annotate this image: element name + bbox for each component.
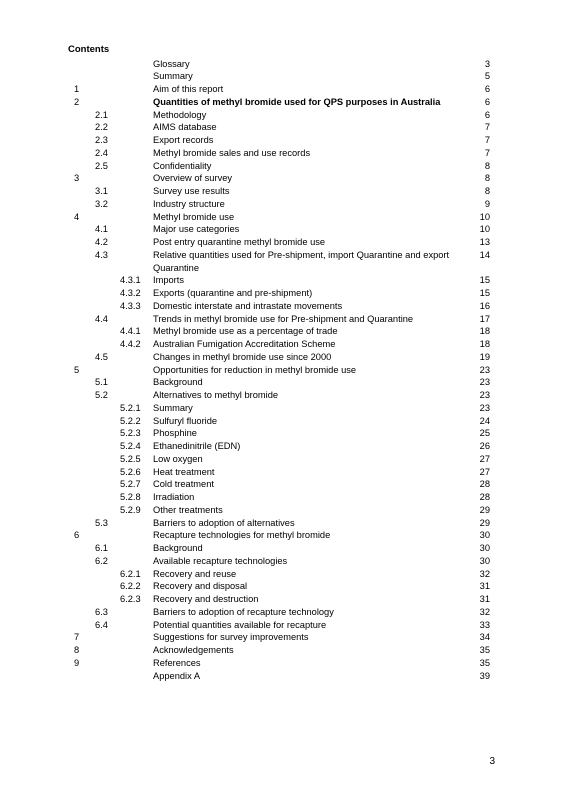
toc-entry-number: 4.2 <box>95 237 108 247</box>
toc-entry-title: Opportunities for reduction in methyl bromide use <box>153 364 357 375</box>
toc-entry-page: 13 <box>479 237 490 247</box>
toc-entry-number: 3.1 <box>95 186 108 196</box>
toc-entry[interactable] <box>0 427 566 440</box>
toc-entry-number: 4 <box>74 211 80 222</box>
page-number: 3 <box>489 756 495 767</box>
toc-entry-number: 8 <box>74 645 80 655</box>
toc-entry-page: 15 <box>479 288 490 298</box>
toc-entry-title: Barriers to adoption of alternatives <box>153 517 295 528</box>
toc-entry-page: 39 <box>479 670 490 681</box>
toc-entry-page: 18 <box>479 339 490 349</box>
toc-entry-number: 6.2.1 <box>120 568 141 579</box>
toc-entry[interactable] <box>0 619 566 632</box>
toc-entry-page: 35 <box>479 645 490 655</box>
toc-entry-title: Potential quantities available for recapture <box>153 619 327 630</box>
toc-entry[interactable] <box>0 58 566 71</box>
toc-entry-number: 6.2.3 <box>120 594 141 604</box>
toc-entry-number: 2.1 <box>95 109 108 120</box>
toc-entry[interactable] <box>0 147 566 160</box>
toc-entry-page: 10 <box>479 211 490 222</box>
toc-entry-page: 26 <box>479 441 490 451</box>
toc-entry-number: 4.1 <box>95 224 108 235</box>
toc-entry-page: 31 <box>479 581 490 592</box>
toc-entry-title: Background <box>153 543 203 553</box>
toc-entry-page: 7 <box>484 147 490 158</box>
toc-entry-number: 4.3.3 <box>120 300 141 311</box>
toc-entry[interactable] <box>0 211 566 224</box>
toc-entry-page: 23 <box>479 364 490 375</box>
toc-entry[interactable] <box>0 670 566 683</box>
toc-entry[interactable] <box>0 440 566 453</box>
toc-entry-title: Changes in methyl bromide use since 2000 <box>153 351 332 362</box>
toc-entry-title: Barriers to adoption of recapture technology <box>153 606 334 617</box>
toc-entry-page: 23 <box>479 377 490 388</box>
toc-entry[interactable] <box>0 338 566 351</box>
toc-entry-number: 2.5 <box>95 160 108 171</box>
toc-entry-number: 5.2.5 <box>120 453 141 464</box>
toc-entry-page: 8 <box>484 173 490 184</box>
toc-entry-title: Background <box>153 377 203 388</box>
toc-entry-number: 6 <box>74 530 80 541</box>
toc-entry-title: Summary <box>153 71 193 82</box>
toc-entry-title: Trends in methyl bromide use for Pre-shipment and Quarantine <box>153 313 414 324</box>
toc-entry[interactable] <box>0 402 566 415</box>
toc-entry-page: 16 <box>479 300 490 311</box>
toc-entry[interactable] <box>0 389 566 402</box>
toc-entry[interactable] <box>0 517 566 530</box>
toc-entry-number: 4.3.1 <box>120 275 141 286</box>
toc-entry[interactable] <box>0 96 566 109</box>
toc-entry[interactable] <box>0 631 566 644</box>
toc-entry-number: 5.2.1 <box>120 402 141 413</box>
toc-entry-page: 19 <box>479 351 490 362</box>
toc-entry-page: 33 <box>479 619 490 630</box>
toc-entry-page: 27 <box>479 466 490 477</box>
toc-entry-number: 4.5 <box>95 351 108 362</box>
toc-entry-title: Overview of survey <box>153 173 233 184</box>
toc-entry-page: 30 <box>479 543 490 553</box>
toc-entry-number: 3 <box>74 173 80 184</box>
toc-entry-page: 27 <box>479 453 490 464</box>
toc-entry-number: 5.3 <box>95 517 108 528</box>
toc-entry-number: 7 <box>74 632 80 643</box>
toc-entry-number: 4.3.2 <box>120 288 141 298</box>
toc-entry-page: 29 <box>479 504 490 515</box>
toc-entry-title: AIMS database <box>153 122 217 133</box>
toc-entry-page: 6 <box>484 84 490 94</box>
toc-entry-number: 2 <box>74 96 80 107</box>
toc-entry[interactable] <box>0 555 566 568</box>
toc-entry[interactable] <box>0 313 566 326</box>
toc-entry-page: 23 <box>479 402 490 413</box>
toc-entry[interactable] <box>0 160 566 173</box>
toc-entry-title: Australian Fumigation Accreditation Scheme <box>153 339 336 349</box>
toc-entry-title: Sulfuryl fluoride <box>153 415 218 426</box>
toc-entry-title: Acknowledgements <box>153 645 234 655</box>
toc-entry-title: Appendix A <box>153 670 201 681</box>
toc-entry-title: Recapture technologies for methyl bromide <box>153 530 331 541</box>
toc-entry-title: Recovery and disposal <box>153 581 248 592</box>
table-of-contents <box>0 58 566 683</box>
toc-entry-page: 32 <box>479 568 490 579</box>
toc-entry-page: 28 <box>479 492 490 502</box>
toc-entry-title: Post entry quarantine methyl bromide use <box>153 237 326 247</box>
toc-entry[interactable] <box>0 287 566 300</box>
toc-entry-title: Low oxygen <box>153 453 203 464</box>
toc-entry-title: Glossary <box>153 58 190 69</box>
toc-entry-title: Domestic interstate and intrastate movements <box>153 300 343 311</box>
toc-entry-title: Ethanedinitrile (EDN) <box>153 441 241 451</box>
toc-entry[interactable] <box>0 325 566 338</box>
toc-entry-number: 5.2.6 <box>120 466 141 477</box>
toc-entry-page: 8 <box>484 160 490 171</box>
toc-entry[interactable] <box>0 478 566 491</box>
toc-entry[interactable] <box>0 185 566 198</box>
toc-entry-number: 5.2.2 <box>120 415 141 426</box>
toc-entry[interactable] <box>0 657 566 670</box>
toc-entry[interactable] <box>0 364 566 377</box>
toc-entry-page: 9 <box>484 198 490 209</box>
toc-entry-number: 4.4.2 <box>120 339 141 349</box>
toc-entry-title: Methyl bromide sales and use records <box>153 147 311 158</box>
toc-entry-title: Industry structure <box>153 198 225 209</box>
toc-entry-number: 6.3 <box>95 606 108 617</box>
toc-entry[interactable] <box>0 121 566 134</box>
toc-entry[interactable] <box>0 453 566 466</box>
toc-entry-page: 3 <box>484 58 490 69</box>
toc-entry-page: 5 <box>484 71 490 82</box>
toc-entry-title: Relative quantities used for Pre-shipment, import Quarantine and export Quarantine <box>153 249 450 273</box>
toc-entry[interactable] <box>0 172 566 185</box>
toc-entry-page: 6 <box>484 96 490 107</box>
toc-entry-number: 4.3 <box>95 249 108 260</box>
toc-entry-title: Phosphine <box>153 428 197 439</box>
toc-entry-number: 5.2.8 <box>120 492 141 502</box>
toc-entry[interactable] <box>0 504 566 517</box>
toc-entry-page: 34 <box>479 632 490 643</box>
toc-entry[interactable] <box>0 415 566 428</box>
toc-entry-number: 6.4 <box>95 619 108 630</box>
toc-entry[interactable] <box>0 593 566 606</box>
toc-entry-title: Irradiation <box>153 492 195 502</box>
toc-entry[interactable] <box>0 376 566 389</box>
toc-entry-page: 24 <box>479 415 490 426</box>
toc-entry[interactable] <box>0 223 566 236</box>
toc-entry-number: 9 <box>74 657 80 668</box>
toc-entry-page: 14 <box>479 249 490 260</box>
toc-entry-page: 30 <box>479 555 490 566</box>
toc-entry-title: References <box>153 657 201 668</box>
toc-entry-page: 6 <box>484 109 490 120</box>
toc-entry-number: 5.2.3 <box>120 428 141 439</box>
toc-entry-number: 5.1 <box>95 377 108 388</box>
toc-entry[interactable] <box>0 606 566 619</box>
toc-entry-number: 2.4 <box>95 147 108 158</box>
toc-entry-title: Methyl bromide use as a percentage of trade <box>153 326 338 337</box>
toc-entry-page: 8 <box>484 186 490 196</box>
toc-entry-number: 2.2 <box>95 122 108 133</box>
toc-entry-number: 4.4.1 <box>120 326 141 337</box>
toc-entry-number: 6.2.2 <box>120 581 141 592</box>
toc-entry[interactable] <box>0 134 566 147</box>
toc-entry-number: 3.2 <box>95 198 108 209</box>
toc-entry[interactable] <box>0 466 566 479</box>
toc-entry-page: 29 <box>479 517 490 528</box>
toc-entry[interactable] <box>0 198 566 211</box>
toc-entry-number: 6.1 <box>95 543 108 553</box>
toc-entry-page: 7 <box>484 122 490 133</box>
toc-entry-page: 18 <box>479 326 490 337</box>
toc-entry-page: 17 <box>479 313 490 324</box>
toc-entry-title: Suggestions for survey improvements <box>153 632 309 643</box>
toc-entry-number: 5.2.7 <box>120 479 141 490</box>
toc-entry[interactable] <box>0 274 566 287</box>
toc-entry[interactable] <box>0 644 566 657</box>
toc-entry-title: Imports <box>153 275 184 286</box>
toc-entry-title: Major use categories <box>153 224 240 235</box>
toc-entry[interactable] <box>0 70 566 83</box>
toc-entry-title: Heat treatment <box>153 466 215 477</box>
toc-entry[interactable] <box>0 109 566 122</box>
toc-entry-page: 30 <box>479 530 490 541</box>
toc-entry[interactable] <box>0 568 566 581</box>
toc-entry-page: 7 <box>484 135 490 145</box>
toc-entry[interactable] <box>0 580 566 593</box>
toc-entry-title: Cold treatment <box>153 479 214 490</box>
toc-entry-number: 4.4 <box>95 313 108 324</box>
toc-entry[interactable] <box>0 542 566 555</box>
toc-entry-title: Export records <box>153 135 214 145</box>
toc-entry-title: Other treatments <box>153 504 223 515</box>
toc-entry[interactable] <box>0 491 566 504</box>
toc-entry-page: 31 <box>479 594 490 604</box>
toc-entry-title: Exports (quarantine and pre-shipment) <box>153 288 313 298</box>
toc-entry-number: 5 <box>74 364 80 375</box>
toc-entry-title: Recovery and destruction <box>153 594 259 604</box>
toc-entry-title: Quantities of methyl bromide used for QPS purposes in Australia <box>153 96 441 107</box>
toc-entry-title: Summary <box>153 402 193 413</box>
toc-entry-title: Confidentiality <box>153 160 212 171</box>
contents-heading: Contents <box>68 44 110 55</box>
toc-entry[interactable] <box>0 300 566 313</box>
toc-entry-page: 23 <box>479 390 490 400</box>
toc-entry-title: Survey use results <box>153 186 230 196</box>
toc-entry-number: 1 <box>74 84 80 94</box>
toc-entry[interactable] <box>0 249 566 275</box>
toc-entry-number: 5.2.9 <box>120 504 141 515</box>
toc-entry-page: 28 <box>479 479 490 490</box>
toc-entry-page: 10 <box>479 224 490 235</box>
toc-entry-number: 2.3 <box>95 135 108 145</box>
toc-entry-number: 5.2 <box>95 390 108 400</box>
toc-entry-page: 15 <box>479 275 490 286</box>
toc-entry-page: 25 <box>479 428 490 439</box>
toc-entry[interactable] <box>0 351 566 364</box>
toc-entry-title: Available recapture technologies <box>153 555 288 566</box>
toc-entry-title: Methyl bromide use <box>153 211 235 222</box>
toc-entry-page: 35 <box>479 657 490 668</box>
toc-entry-title: Recovery and reuse <box>153 568 237 579</box>
toc-entry[interactable] <box>0 236 566 249</box>
toc-entry-title: Methodology <box>153 109 207 120</box>
toc-entry-number: 5.2.4 <box>120 441 141 451</box>
toc-entry-page: 32 <box>479 606 490 617</box>
toc-entry-number: 6.2 <box>95 555 108 566</box>
toc-entry[interactable] <box>0 83 566 96</box>
toc-entry[interactable] <box>0 529 566 542</box>
toc-entry-title: Alternatives to methyl bromide <box>153 390 279 400</box>
toc-entry-title: Aim of this report <box>153 84 224 94</box>
